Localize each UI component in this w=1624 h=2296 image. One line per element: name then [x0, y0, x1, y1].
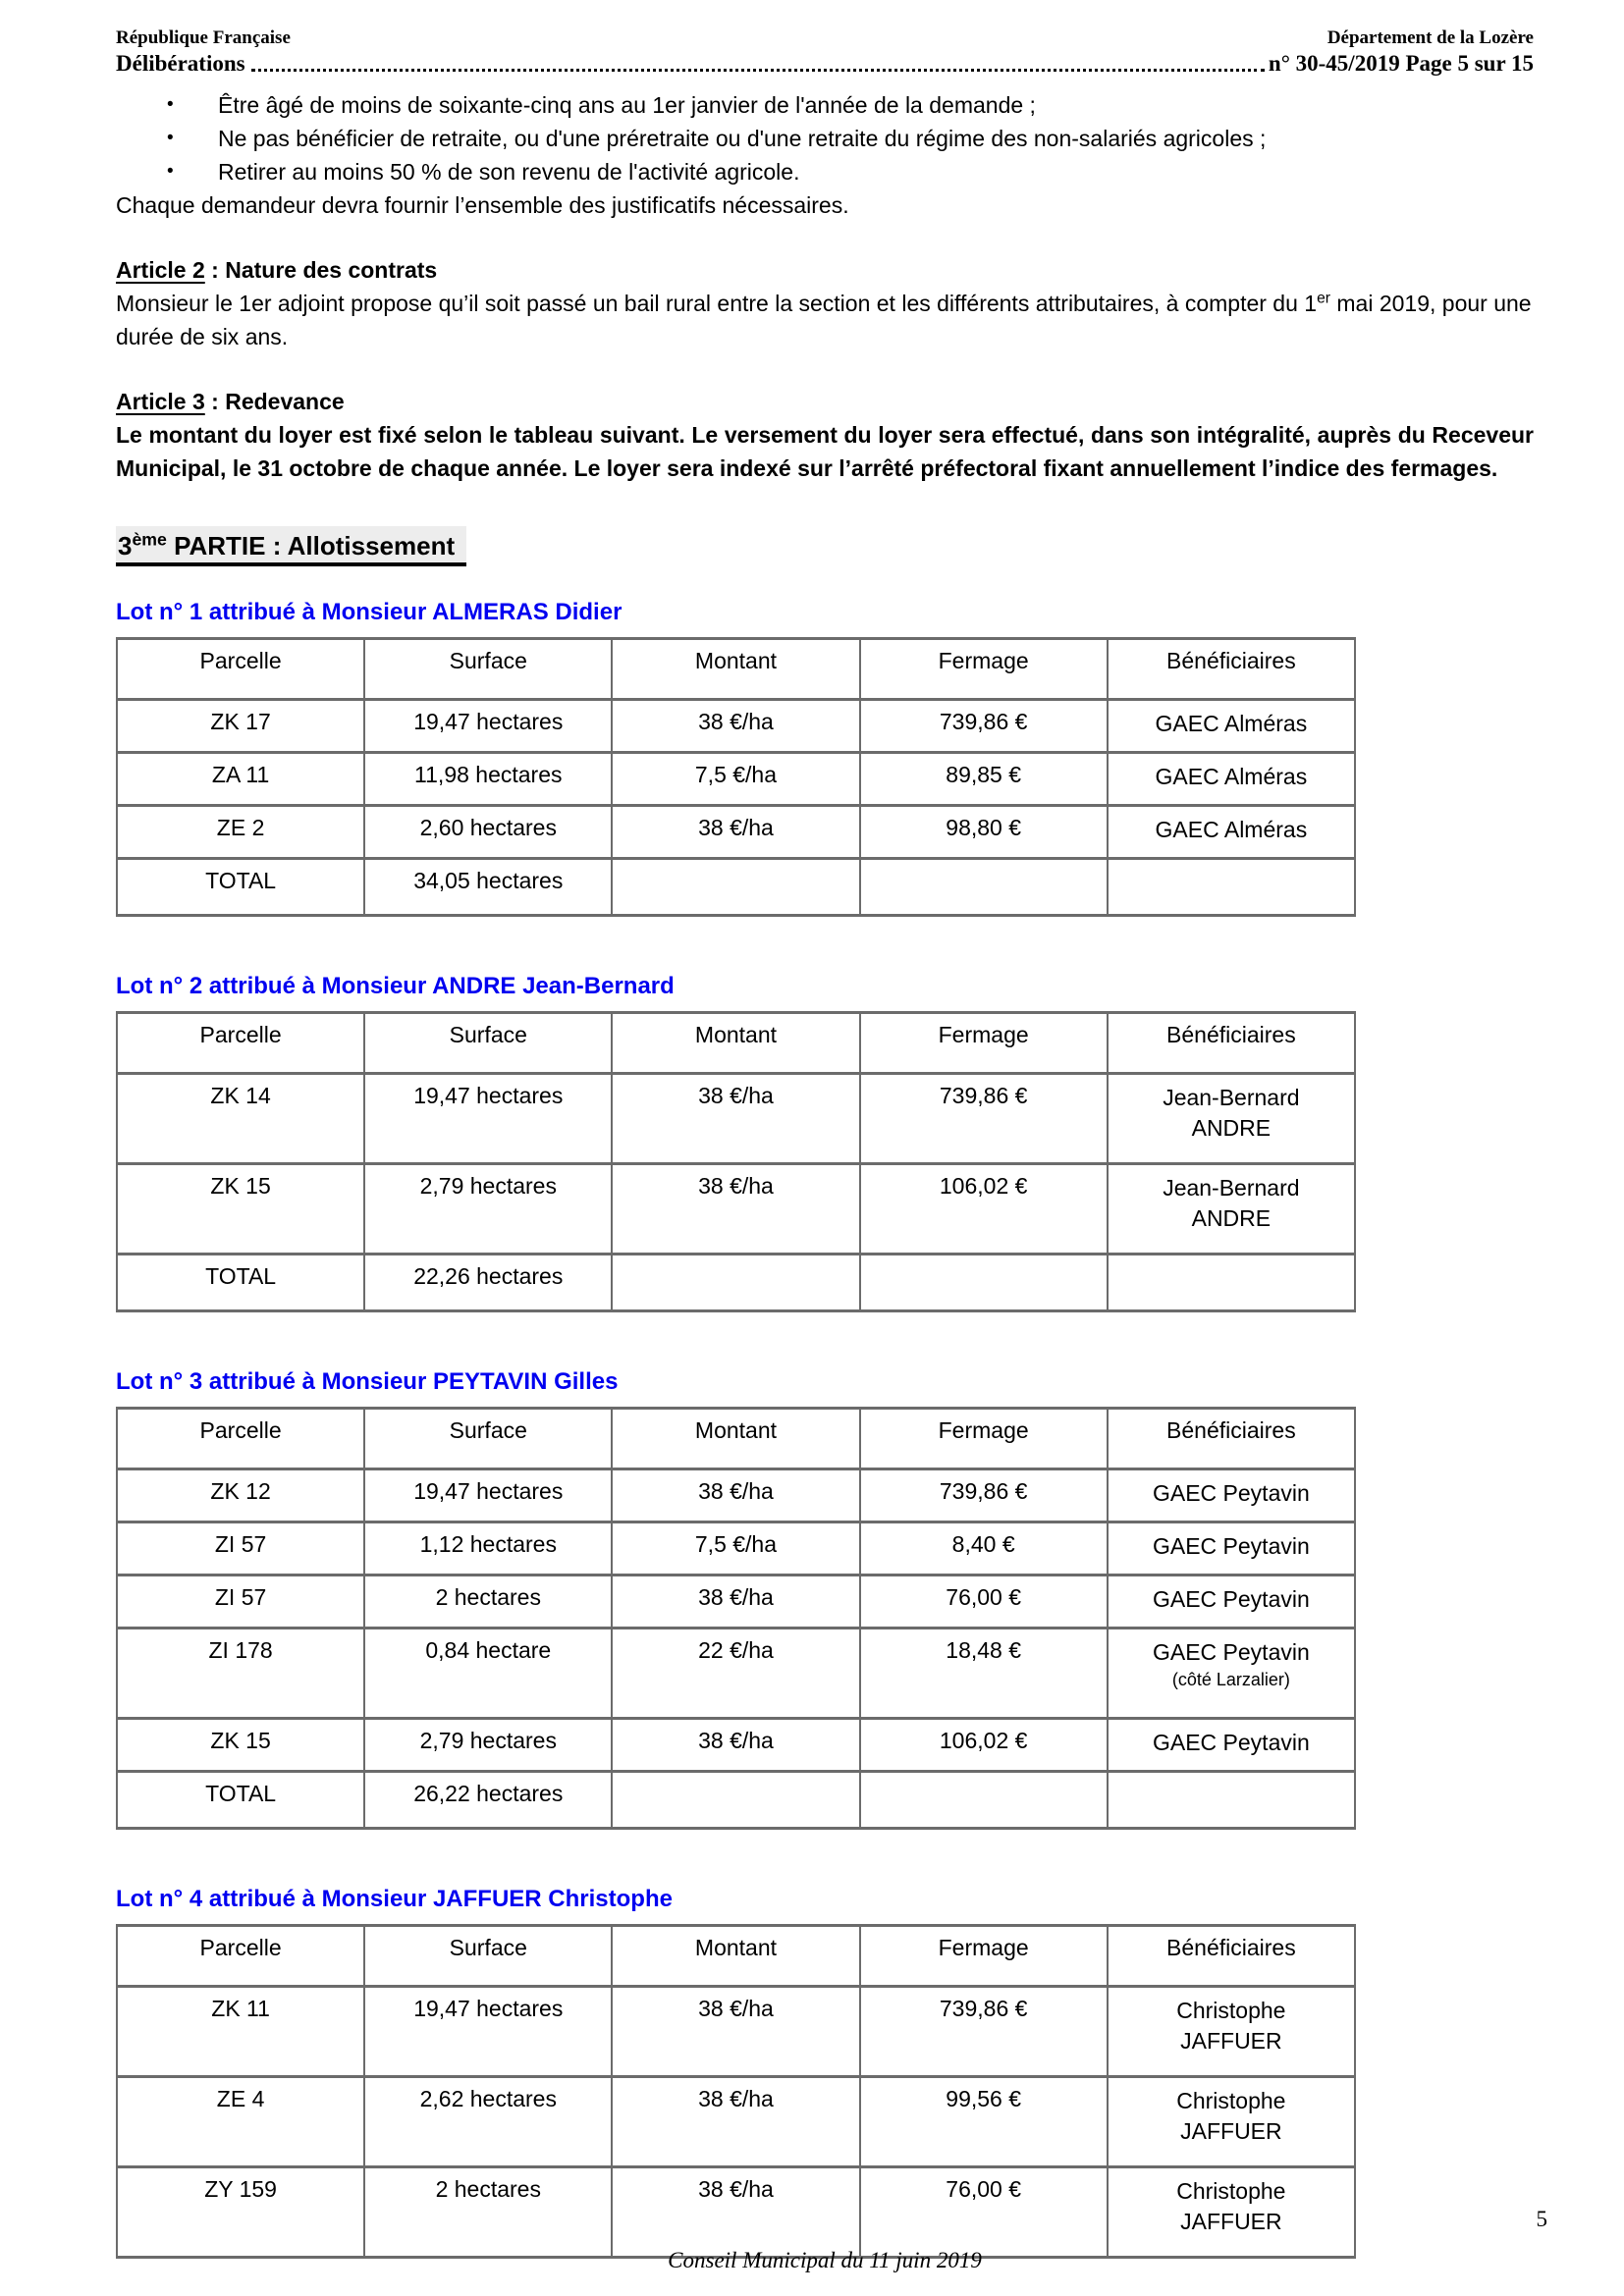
table-header-row — [117, 1926, 1355, 1987]
cell-beneficiaire — [1108, 1719, 1355, 1772]
cell-empty — [1108, 859, 1355, 916]
beneficiaire-name: GAEC Peytavin — [1152, 1533, 1310, 1559]
cell-montant: 38 €/ha — [612, 700, 859, 753]
cell-surface: 2,62 hectares — [364, 2077, 612, 2167]
cell-beneficiaire — [1108, 806, 1355, 859]
lot-section — [116, 1367, 1534, 1830]
cell-fermage: 739,86 € — [860, 700, 1108, 753]
beneficiaire-name: ANDRE — [1191, 1115, 1272, 1141]
cell-surface: 19,47 hectares — [364, 1469, 612, 1522]
bullet-icon: • — [167, 128, 174, 148]
cell-beneficiaire — [1108, 1469, 1355, 1522]
article2-heading — [116, 253, 1534, 287]
article3-heading — [116, 385, 1534, 418]
column-header-montant: Montant — [612, 1409, 859, 1469]
column-header-surface: Surface — [364, 639, 612, 700]
table-row — [117, 1469, 1355, 1522]
table-row — [117, 700, 1355, 753]
table-row — [117, 1575, 1355, 1629]
cell-empty — [860, 1255, 1108, 1311]
lot-table — [116, 1011, 1356, 1312]
page-number: 5 — [1536, 2207, 1547, 2231]
beneficiaire-note: (côté Larzalier) — [1171, 1670, 1290, 1689]
cell-fermage: 106,02 € — [860, 1719, 1108, 1772]
bullet-text: Retirer au moins 50 % de son revenu de l'activité agricole. — [218, 159, 800, 185]
cell-parcelle: ZK 11 — [117, 1987, 364, 2077]
table-header-row — [117, 1409, 1355, 1469]
table-row — [117, 1629, 1355, 1719]
lot-title: Lot n° 3 attribué à Monsieur PEYTAVIN Gilles — [116, 1368, 619, 1395]
bullet-icon: • — [167, 161, 174, 182]
table-row — [117, 1987, 1355, 2077]
cell-fermage: 739,86 € — [860, 1074, 1108, 1164]
cell-surface: 2,79 hectares — [364, 1164, 612, 1255]
lot-table — [116, 637, 1356, 917]
beneficiaire-name: Christophe — [1176, 1998, 1286, 2023]
table-row — [117, 1719, 1355, 1772]
bullet-list — [116, 88, 1534, 188]
cell-parcelle: ZK 12 — [117, 1469, 364, 1522]
beneficiaire-name: Jean-Bernard — [1163, 1085, 1300, 1110]
beneficiaire-name: GAEC Alméras — [1155, 764, 1308, 789]
cell-empty — [612, 1255, 859, 1311]
bullet-text: Être âgé de moins de soixante-cinq ans au 1er janvier de l'année de la demande ; — [218, 92, 1036, 118]
beneficiaire-name: GAEC Alméras — [1155, 711, 1308, 736]
column-header-surface: Surface — [364, 1013, 612, 1074]
superscript-er: er — [1317, 290, 1330, 307]
header-line2 — [116, 49, 1534, 79]
cell-parcelle: ZE 4 — [117, 2077, 364, 2167]
cell-total-label: TOTAL — [117, 1772, 364, 1829]
table-row — [117, 1164, 1355, 1255]
beneficiaire-name: GAEC Peytavin — [1152, 1639, 1310, 1665]
partie-number: 3 — [118, 531, 133, 561]
column-header-parcelle: Parcelle — [117, 1409, 364, 1469]
bullet-item — [116, 155, 1534, 188]
column-header-montant: Montant — [612, 1926, 859, 1987]
lot-section — [116, 1885, 1534, 2259]
column-header-beneficiaires: Bénéficiaires — [1108, 1013, 1355, 1074]
bullet-text: Ne pas bénéficier de retraite, ou d'une préretraite ou d'une retraite du régime des non-salariés agricoles ; — [218, 126, 1267, 151]
cell-empty — [1108, 1255, 1355, 1311]
footer-text: Conseil Municipal du 11 juin 2019 — [668, 2248, 982, 2272]
lot-title: Lot n° 2 attribué à Monsieur ANDRE Jean-Bernard — [116, 973, 675, 999]
cell-montant: 38 €/ha — [612, 1719, 859, 1772]
total-row — [117, 1772, 1355, 1829]
bullet-icon: • — [167, 94, 174, 115]
article2-paragraph — [116, 287, 1534, 353]
cell-total-label: TOTAL — [117, 1255, 364, 1311]
cell-beneficiaire — [1108, 2077, 1355, 2167]
lots-container — [116, 598, 1534, 2259]
column-header-beneficiaires: Bénéficiaires — [1108, 1409, 1355, 1469]
cell-montant: 38 €/ha — [612, 1164, 859, 1255]
cell-montant: 38 €/ha — [612, 1575, 859, 1629]
lot-title: Lot n° 4 attribué à Monsieur JAFFUER Christophe — [116, 1886, 673, 1912]
table-header — [117, 1409, 1355, 1469]
cell-beneficiaire — [1108, 1987, 1355, 2077]
cell-parcelle: ZI 57 — [117, 1575, 364, 1629]
cell-beneficiaire — [1108, 1522, 1355, 1575]
cell-surface: 19,47 hectares — [364, 700, 612, 753]
table-header-row — [117, 639, 1355, 700]
cell-empty — [612, 859, 859, 916]
article3-title-rest: : Redevance — [204, 389, 345, 414]
column-header-montant: Montant — [612, 639, 859, 700]
page-ref: n° 30-45/2019 Page 5 sur 15 — [1268, 51, 1534, 76]
cell-total-surface: 22,26 hectares — [364, 1255, 612, 1311]
table-row — [117, 2077, 1355, 2167]
cell-total-surface: 34,05 hectares — [364, 859, 612, 916]
cell-montant: 7,5 €/ha — [612, 1522, 859, 1575]
column-header-fermage: Fermage — [860, 1013, 1108, 1074]
column-header-surface: Surface — [364, 1409, 612, 1469]
cell-fermage: 106,02 € — [860, 1164, 1108, 1255]
lot-section — [116, 598, 1534, 917]
beneficiaire-name: ANDRE — [1191, 1205, 1272, 1231]
cell-beneficiaire — [1108, 1629, 1355, 1719]
cell-montant: 38 €/ha — [612, 1469, 859, 1522]
cell-surface: 1,12 hectares — [364, 1522, 612, 1575]
column-header-fermage: Fermage — [860, 1926, 1108, 1987]
table-body — [117, 1469, 1355, 1829]
cell-surface: 2,79 hectares — [364, 1719, 612, 1772]
article3-paragraph: Le montant du loyer est fixé selon le tableau suivant. Le versement du loyer sera effectué, dans son intégralité, auprès du Receveur Municipal, le 31 octobre de chaque année. Le loyer sera indexé sur l’arrêté préfectoral fixant annuellement l’indice des fermages. — [116, 422, 1534, 481]
cell-parcelle: ZY 159 — [117, 2167, 364, 2258]
column-header-beneficiaires: Bénéficiaires — [1108, 1926, 1355, 1987]
bullet-item — [116, 88, 1534, 122]
table-body — [117, 1987, 1355, 2258]
cell-surface: 11,98 hectares — [364, 753, 612, 806]
table-header — [117, 1926, 1355, 1987]
beneficiaire-name: Christophe — [1176, 2088, 1286, 2113]
cell-beneficiaire — [1108, 753, 1355, 806]
cell-montant: 22 €/ha — [612, 1629, 859, 1719]
beneficiaire-name: JAFFUER — [1180, 2028, 1282, 2054]
table-row — [117, 2167, 1355, 2258]
cell-parcelle: ZE 2 — [117, 806, 364, 859]
cell-fermage: 18,48 € — [860, 1629, 1108, 1719]
cell-parcelle: ZK 15 — [117, 1719, 364, 1772]
cell-parcelle: ZI 57 — [117, 1522, 364, 1575]
column-header-montant: Montant — [612, 1013, 859, 1074]
cell-total-surface: 26,22 hectares — [364, 1772, 612, 1829]
article2-title: Article 2 — [116, 257, 205, 283]
cell-surface: 2 hectares — [364, 2167, 612, 2258]
column-header-surface: Surface — [364, 1926, 612, 1987]
cell-montant: 38 €/ha — [612, 2167, 859, 2258]
cell-empty — [612, 1772, 859, 1829]
cell-beneficiaire — [1108, 700, 1355, 753]
deliberations-label: Délibérations — [116, 51, 245, 76]
lot-table — [116, 1407, 1356, 1830]
header-right: Département de la Lozère — [1326, 27, 1534, 48]
header-left: République Française — [116, 27, 291, 48]
table-row — [117, 806, 1355, 859]
partie-title: PARTIE : Allotissement — [166, 531, 456, 561]
beneficiaire-name: Jean-Bernard — [1163, 1175, 1300, 1201]
beneficiaire-name: Christophe — [1176, 2178, 1286, 2204]
column-header-fermage: Fermage — [860, 1409, 1108, 1469]
table-row — [117, 1522, 1355, 1575]
beneficiaire-name: GAEC Peytavin — [1152, 1480, 1310, 1506]
cell-fermage: 739,86 € — [860, 1987, 1108, 2077]
lot-section — [116, 972, 1534, 1312]
article2-text-a: Monsieur le 1er adjoint propose qu’il soit passé un bail rural entre la section et les différents attributaires, à compter du 1 — [116, 291, 1318, 316]
cell-parcelle: ZA 11 — [117, 753, 364, 806]
cell-montant: 38 €/ha — [612, 2077, 859, 2167]
header — [116, 27, 1534, 49]
table-row — [117, 753, 1355, 806]
cell-fermage: 89,85 € — [860, 753, 1108, 806]
beneficiaire-name: GAEC Alméras — [1155, 817, 1308, 842]
cell-surface: 2 hectares — [364, 1575, 612, 1629]
cell-montant: 38 €/ha — [612, 806, 859, 859]
lot-title: Lot n° 1 attribué à Monsieur ALMERAS Didier — [116, 599, 623, 625]
cell-parcelle: ZK 17 — [117, 700, 364, 753]
table-body — [117, 700, 1355, 916]
cell-beneficiaire — [1108, 2167, 1355, 2258]
cell-parcelle: ZK 14 — [117, 1074, 364, 1164]
cell-fermage: 98,80 € — [860, 806, 1108, 859]
partie-heading-wrap — [116, 526, 1534, 566]
table-body — [117, 1074, 1355, 1311]
lot-table — [116, 1924, 1356, 2259]
column-header-parcelle: Parcelle — [117, 1013, 364, 1074]
column-header-parcelle: Parcelle — [117, 639, 364, 700]
cell-surface: 0,84 hectare — [364, 1629, 612, 1719]
cell-surface: 19,47 hectares — [364, 1987, 612, 2077]
cell-fermage: 739,86 € — [860, 1469, 1108, 1522]
total-row — [117, 1255, 1355, 1311]
article2-title-rest: : Nature des contrats — [204, 257, 438, 283]
cell-fermage: 8,40 € — [860, 1522, 1108, 1575]
cell-fermage: 76,00 € — [860, 2167, 1108, 2258]
cell-empty — [860, 1772, 1108, 1829]
dotted-leader — [251, 68, 1265, 72]
table-header — [117, 1013, 1355, 1074]
cell-beneficiaire — [1108, 1575, 1355, 1629]
article3-title: Article 3 — [116, 389, 205, 414]
table-header — [117, 639, 1355, 700]
cell-montant: 38 €/ha — [612, 1074, 859, 1164]
cell-empty — [1108, 1772, 1355, 1829]
cell-fermage: 76,00 € — [860, 1575, 1108, 1629]
beneficiaire-name: GAEC Peytavin — [1152, 1586, 1310, 1612]
beneficiaire-name: GAEC Peytavin — [1152, 1730, 1310, 1755]
cell-surface: 2,60 hectares — [364, 806, 612, 859]
partie-heading — [116, 526, 466, 566]
superscript-eme: ème — [132, 529, 167, 550]
total-row — [117, 859, 1355, 916]
bullet-item — [116, 122, 1534, 155]
cell-montant: 38 €/ha — [612, 1987, 859, 2077]
closing-paragraph: Chaque demandeur devra fournir l’ensemble des justificatifs nécessaires. — [116, 192, 849, 218]
cell-total-label: TOTAL — [117, 859, 364, 916]
cell-empty — [860, 859, 1108, 916]
column-header-beneficiaires: Bénéficiaires — [1108, 639, 1355, 700]
cell-surface: 19,47 hectares — [364, 1074, 612, 1164]
article2-text-b: mai 2019, pour une durée de six ans. — [116, 291, 1532, 349]
cell-montant: 7,5 €/ha — [612, 753, 859, 806]
cell-parcelle: ZK 15 — [117, 1164, 364, 1255]
cell-parcelle: ZI 178 — [117, 1629, 364, 1719]
table-header-row — [117, 1013, 1355, 1074]
beneficiaire-name: JAFFUER — [1180, 2118, 1282, 2144]
beneficiaire-name: JAFFUER — [1180, 2209, 1282, 2234]
cell-beneficiaire — [1108, 1164, 1355, 1255]
table-row — [117, 1074, 1355, 1164]
cell-beneficiaire — [1108, 1074, 1355, 1164]
cell-fermage: 99,56 € — [860, 2077, 1108, 2167]
column-header-parcelle: Parcelle — [117, 1926, 364, 1987]
column-header-fermage: Fermage — [860, 639, 1108, 700]
